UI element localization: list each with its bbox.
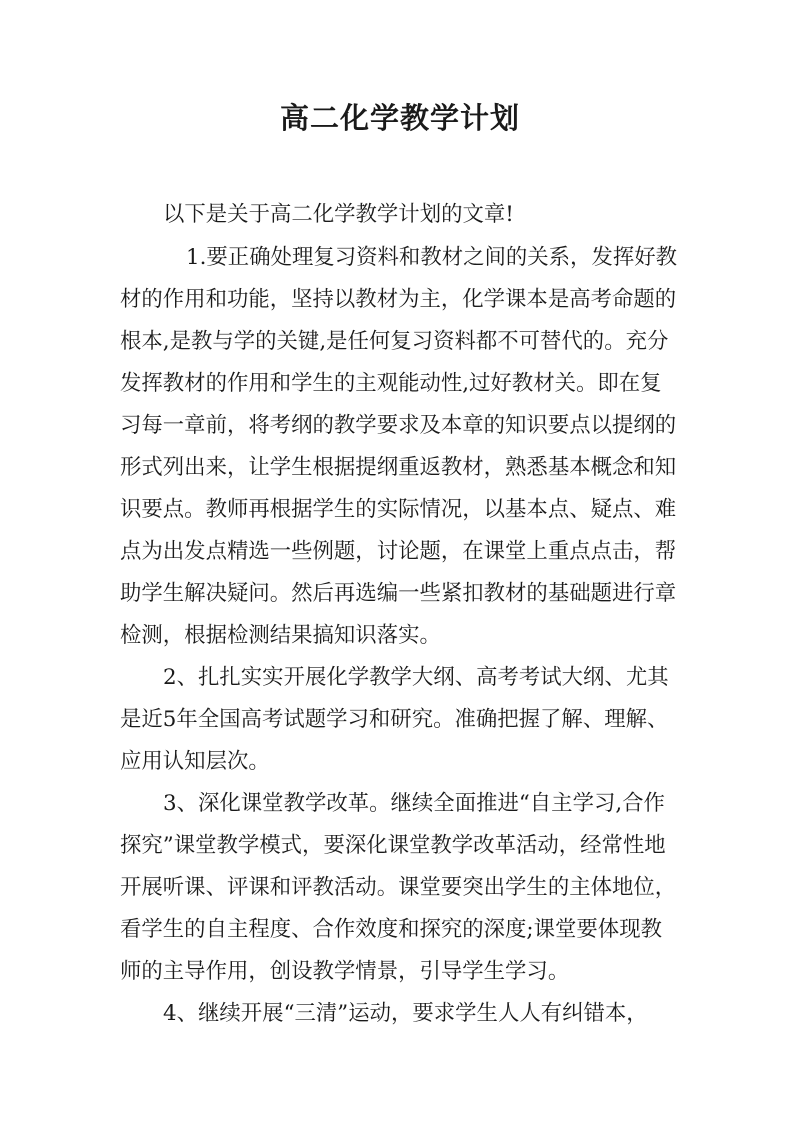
paragraph-3-line: 3、深化课堂教学改革。继续全面推进“自主学习,合作 — [163, 791, 665, 816]
paragraph-4-line: 4、继续开展“三清”运动，要求学生人人有纠错本， — [163, 1001, 648, 1026]
paragraph-2-line: 是近5年全国高考试题学习和研究。准确把握了解、理解、 — [120, 707, 669, 732]
paragraph-1-line: 发挥教材的作用和学生的主观能动性,过好教材关。即在复 — [120, 371, 662, 396]
paragraph-3-line: 探究”课堂教学模式，要深化课堂教学改革活动，经常性地 — [120, 833, 666, 858]
paragraph-1-line: 点为出发点精选一些例题，讨论题，在课堂上重点点击，帮 — [120, 539, 677, 564]
paragraph-1-line: 形式列出来，让学生根据提纲重返教材，熟悉基本概念和知 — [120, 455, 677, 480]
paragraph-2-line: 2、扎扎实实开展化学教学大纲、高考考试大纲、尤其 — [163, 665, 669, 690]
paragraph-1-line: 根本,是教与学的关键,是任何复习资料都不可替代的。充分 — [120, 329, 669, 354]
paragraph-1-line: 检测，根据检测结果搞知识落实。 — [120, 623, 441, 648]
paragraph-1-line: 习每一章前，将考纲的教学要求及本章的知识要点以提纲的 — [120, 413, 677, 438]
paragraph-1-line: 1.要正确处理复习资料和教材之间的关系，发挥好教 — [186, 245, 678, 270]
paragraph-3-line: 开展听课、评课和评教活动。课堂要突出学生的主体地位， — [120, 875, 677, 900]
paragraph-1-line: 材的作用和功能，坚持以教材为主，化学课本是高考命题的 — [120, 287, 677, 312]
paragraph-3-line: 看学生的自主程度、合作效度和探究的深度;课堂要体现教 — [120, 917, 662, 942]
paragraph-1-line: 助学生解决疑问。然后再选编一些紧扣教材的基础题进行章 — [120, 581, 677, 606]
paragraph-3-line: 师的主导作用，创设教学情景，引导学生学习。 — [120, 959, 570, 984]
paragraph-2-line: 应用认知层次。 — [120, 749, 270, 774]
intro-line: 以下是关于高二化学教学计划的文章! — [163, 202, 514, 227]
paragraph-1-line: 识要点。教师再根据学生的实际情况，以基本点、疑点、难 — [120, 497, 677, 522]
document-title: 高二化学教学计划 — [279, 101, 520, 135]
